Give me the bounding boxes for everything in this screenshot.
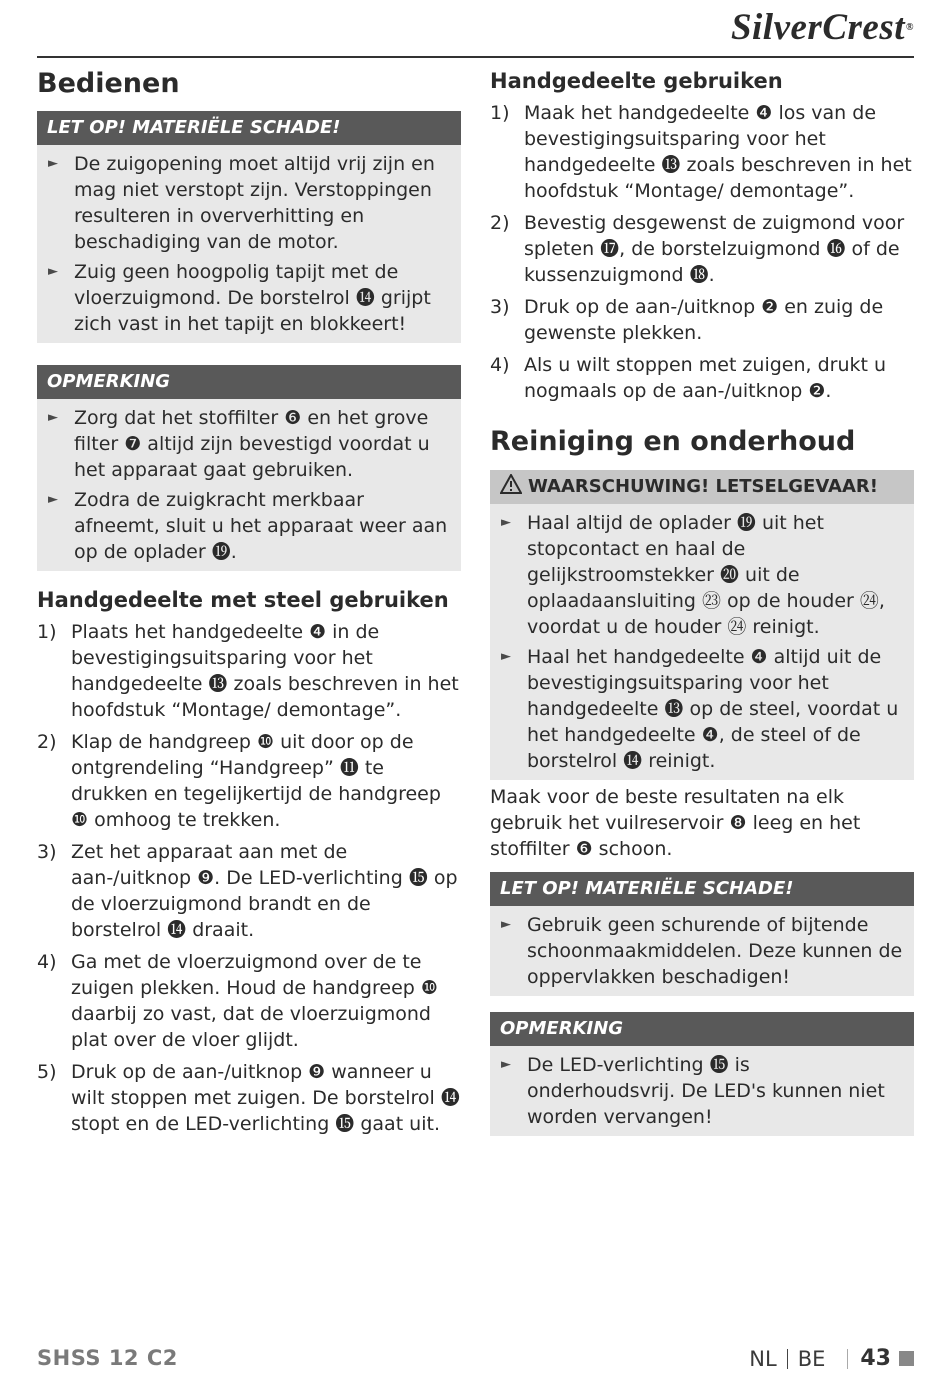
caution-box [490, 872, 914, 996]
bullet-arrow-icon: ► [48, 156, 58, 171]
list-item: ► Zodra de zuigkracht merkbaar afneemt, sluit u het apparaat weer aan op de oplader ⓳. [48, 489, 448, 563]
list-item: ► De zuigopening moet altijd vrij zijn en mag niet verstopt zijn. Verstoppingen resulteren in oververhitting en beschadiging van de motor. [48, 153, 435, 253]
caution-box-header: LET OP! MATERIËLE SCHADE! [37, 111, 461, 145]
subsection-title: Handgedeelte gebruiken [490, 69, 783, 93]
caution-box-header: LET OP! MATERIËLE SCHADE! [490, 872, 914, 906]
note-box [490, 1012, 914, 1136]
step-item: 5) Druk op de aan-/uitknop ❾ wanneer u wilt stoppen met zuigen. De borstelrol ⓮ stopt en de LED-verlichting ⓯ gaat uit. [37, 1061, 460, 1135]
footer-divider [847, 1349, 848, 1369]
list-item: ► De LED-verlichting ⓯ is onderhoudsvrij. De LED's kunnen niet worden vervangen! [501, 1054, 885, 1128]
list-item: ► Zorg dat het stoffilter ❻ en het grove filter ❼ altijd zijn bevestigd voordat u het apparaat gaat gebruiken. [48, 407, 430, 481]
left-column [37, 64, 461, 1143]
brand-name: SilverCrest [730, 7, 906, 48]
step-item: 2) Bevestig desgewenst de zuigmond voor spleten ⓱, de borstelzuigmond ⓰ of de kussenzuigmond ⓲. [490, 212, 905, 286]
body-paragraph: Maak voor de beste resultaten na elk gebruik het vuilreservoir ❽ leeg en het stoffilter ❻ schoon. [490, 786, 861, 860]
subsection-title: Handgedeelte met steel gebruiken [37, 588, 449, 612]
warning-triangle-icon [500, 474, 522, 494]
bullet-arrow-icon: ► [48, 264, 58, 279]
list-item: ► Haal altijd de oplader ⓳ uit het stopcontact en haal de gelijkstroomstekker ⓴ uit de oplaadaansluiting ㉓ op de houder ㉔, voordat u de houder ㉔ reinigt. [501, 512, 885, 638]
step-item: 4) Als u wilt stoppen met zuigen, drukt u nogmaals op de aan-/uitknop ❷. [490, 354, 887, 402]
bullet-arrow-icon: ► [501, 1057, 511, 1072]
right-column [490, 64, 914, 1136]
warning-box [490, 470, 914, 780]
footer-lang-be: BE [797, 1346, 826, 1371]
footer-divider [787, 1349, 788, 1369]
list-item: ► Zuig geen hoogpolig tapijt met de vloerzuigmond. De borstelrol ⓮ grijpt zich vast in het tapijt en blokkeert! [48, 261, 431, 335]
step-item: 3) Zet het apparaat aan met de aan-/uitknop ❾. De LED-verlichting ⓯ op de vloerzuigmond brandt en de borstelrol ⓮ draait. [37, 841, 458, 941]
footer-lang-nl: NL [749, 1346, 777, 1371]
bullet-arrow-icon: ► [501, 649, 511, 664]
footer-model-number: SHSS 12 C2 [37, 1346, 178, 1370]
bullet-arrow-icon: ► [48, 492, 58, 507]
footer-page-info [749, 1346, 914, 1371]
section-title-bedienen: Bedienen [37, 68, 180, 99]
step-item: 4) Ga met de vloerzuigmond over de te zuigen plekken. Houd de handgreep ❿ daarbij zo vast, dat de vloerzuigmond plat over de vloer glijdt. [37, 951, 438, 1051]
note-box-header: OPMERKING [37, 365, 461, 399]
step-item: 3) Druk op de aan-/uitknop ❷ en zuig de gewenste plekken. [490, 296, 884, 344]
note-box-header: OPMERKING [490, 1012, 914, 1046]
step-item: 2) Klap de handgreep ❿ uit door op de ontgrendeling “Handgreep” ⓫ te drukken en tegelijkertijd de handgreep ❿ omhoog te trekken. [37, 731, 441, 831]
caution-box [37, 111, 461, 343]
bullet-arrow-icon: ► [48, 410, 58, 425]
warning-box-header: WAARSCHUWING! LETSELGEVAAR! [490, 470, 914, 504]
list-item: ► Haal het handgedeelte ❹ altijd uit de bevestigingsuitsparing voor het handgedeelte ⓭ op de steel, voordat u het handgedeelte ❹, de steel of de borstelrol ⓮ reinigt. [501, 646, 899, 772]
page-marker-square-icon [899, 1351, 914, 1366]
note-box [37, 365, 461, 571]
registered-mark: ® [906, 22, 914, 33]
section-title-reiniging: Reiniging en onderhoud [490, 426, 856, 457]
list-item: ► Gebruik geen schurende of bijtende schoonmaakmiddelen. Deze kunnen de oppervlakken beschadigen! [501, 914, 903, 988]
page-number: 43 [860, 1346, 891, 1371]
bullet-arrow-icon: ► [501, 515, 511, 530]
step-item: 1) Plaats het handgedeelte ❹ in de bevestigingsuitsparing voor het handgedeelte ⓭ zoals beschreven in het hoofdstuk “Montage/ demontage”. [37, 621, 459, 721]
step-item: 1) Maak het handgedeelte ❹ los van de bevestigingsuitsparing voor het handgedeelte ⓭ zoals beschreven in het hoofdstuk “Montage/ demontage”. [490, 102, 912, 202]
header-rule [37, 56, 914, 58]
bullet-arrow-icon: ► [501, 917, 511, 932]
brand-logo [731, 6, 914, 50]
